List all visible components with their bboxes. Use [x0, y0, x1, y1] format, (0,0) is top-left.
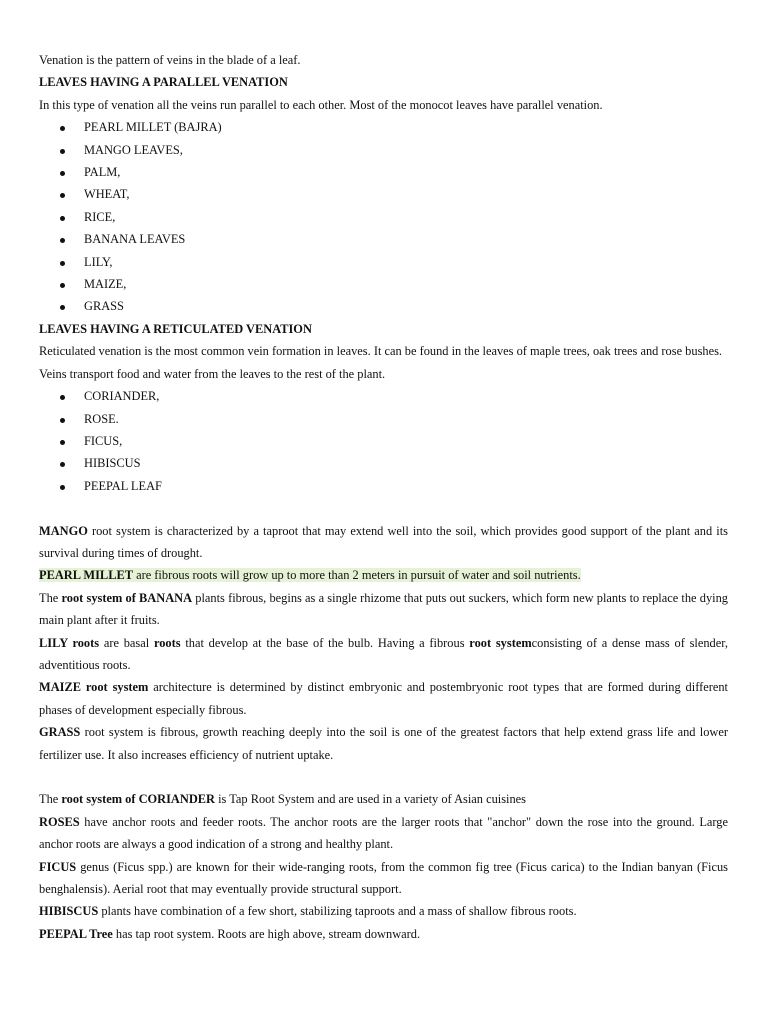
list-item: MANGO LEAVES,	[39, 139, 728, 161]
bullet-icon	[60, 485, 65, 490]
reticulated-description: Reticulated venation is the most common vein formation in leaves. It can be found in the leaves of maple trees, oak trees and rose bushes. Veins transport food and water from the leaves to the rest of the plant.	[39, 344, 723, 381]
list-item: HIBISCUS	[39, 452, 728, 474]
list-item: PEARL MILLET (BAJRA)	[39, 116, 728, 138]
list-item: GRASS	[39, 295, 728, 317]
pearl-millet-paragraph: PEARL MILLET are fibrous roots will grow up to more than 2 meters in pursuit of water and soil nutrients.	[39, 568, 581, 583]
bullet-icon	[60, 193, 65, 198]
reticulated-list	[39, 385, 728, 497]
bullet-icon	[60, 395, 65, 400]
banana-paragraph: The root system of BANANA plants fibrous, begins as a single rhizome that puts out suckers, which form new plants to replace the dying main plant after it fruits.	[39, 590, 728, 628]
roses-paragraph: ROSES have anchor roots and feeder roots. The anchor roots are the larger roots that "anchor" down the rose into the ground. Large anchor roots are always a good indication of a strong and healthy plant.	[39, 814, 728, 852]
hibiscus-paragraph: HIBISCUS plants have combination of a few short, stabilizing taproots and a mass of shallow fibrous roots.	[39, 904, 577, 919]
coriander-paragraph: The root system of CORIANDER is Tap Root System and are used in a variety of Asian cuisines	[39, 792, 527, 807]
bullet-icon	[60, 462, 65, 467]
peepal-paragraph: PEEPAL Tree has tap root system. Roots are high above, stream downward.	[39, 926, 421, 941]
bullet-icon	[60, 149, 65, 154]
grass-paragraph: GRASS root system is fibrous, growth reaching deeply into the soil is one of the greatest factors that help extend grass life and lower fertilizer use. It also increases efficiency of nutrient uptake.	[39, 725, 728, 762]
reticulated-heading: LEAVES HAVING A RETICULATED VENATION	[39, 321, 312, 336]
list-item: FICUS,	[39, 430, 728, 452]
list-item: WHEAT,	[39, 183, 728, 205]
parallel-list	[39, 116, 728, 318]
list-item: MAIZE,	[39, 273, 728, 295]
bullet-icon	[60, 261, 65, 266]
list-item: RICE,	[39, 206, 728, 228]
list-item: CORIANDER,	[39, 385, 728, 407]
bullet-icon	[60, 418, 65, 423]
bullet-icon	[60, 216, 65, 221]
bullet-icon	[60, 171, 65, 176]
parallel-description: In this type of venation all the veins run parallel to each other. Most of the monocot leaves have parallel venation.	[39, 97, 603, 112]
list-item: BANANA LEAVES	[39, 228, 728, 250]
parallel-heading: LEAVES HAVING A PARALLEL VENATION	[39, 75, 288, 90]
bullet-icon	[60, 283, 65, 288]
ficus-paragraph: FICUS genus (Ficus spp.) are known for their wide-ranging roots, from the common fig tree (Ficus carica) to the Indian banyan (Ficus benghalensis). Aerial root that may eventually provide structural support.	[39, 859, 728, 896]
list-item: PEEPAL LEAF	[39, 475, 728, 497]
bullet-icon	[60, 440, 65, 445]
bullet-icon	[60, 126, 65, 131]
intro-text: Venation is the pattern of veins in the blade of a leaf.	[39, 53, 301, 67]
list-item: PALM,	[39, 161, 728, 183]
maize-paragraph: MAIZE root system architecture is determined by distinct embryonic and postembryonic root types that are formed during different phases of development especially fibrous.	[39, 680, 728, 717]
lily-paragraph: LILY roots are basal roots that develop at the base of the bulb. Having a fibrous root systemconsisting of a dense mass of slender, adventitious roots.	[39, 635, 728, 672]
list-item: ROSE.	[39, 408, 728, 430]
list-item: LILY,	[39, 251, 728, 273]
bullet-icon	[60, 238, 65, 243]
document-page	[39, 49, 728, 945]
mango-paragraph: MANGO root system is characterized by a taproot that may extend well into the soil, which provides good support of the plant and its survival during times of drought.	[39, 523, 728, 560]
bullet-icon	[60, 305, 65, 310]
